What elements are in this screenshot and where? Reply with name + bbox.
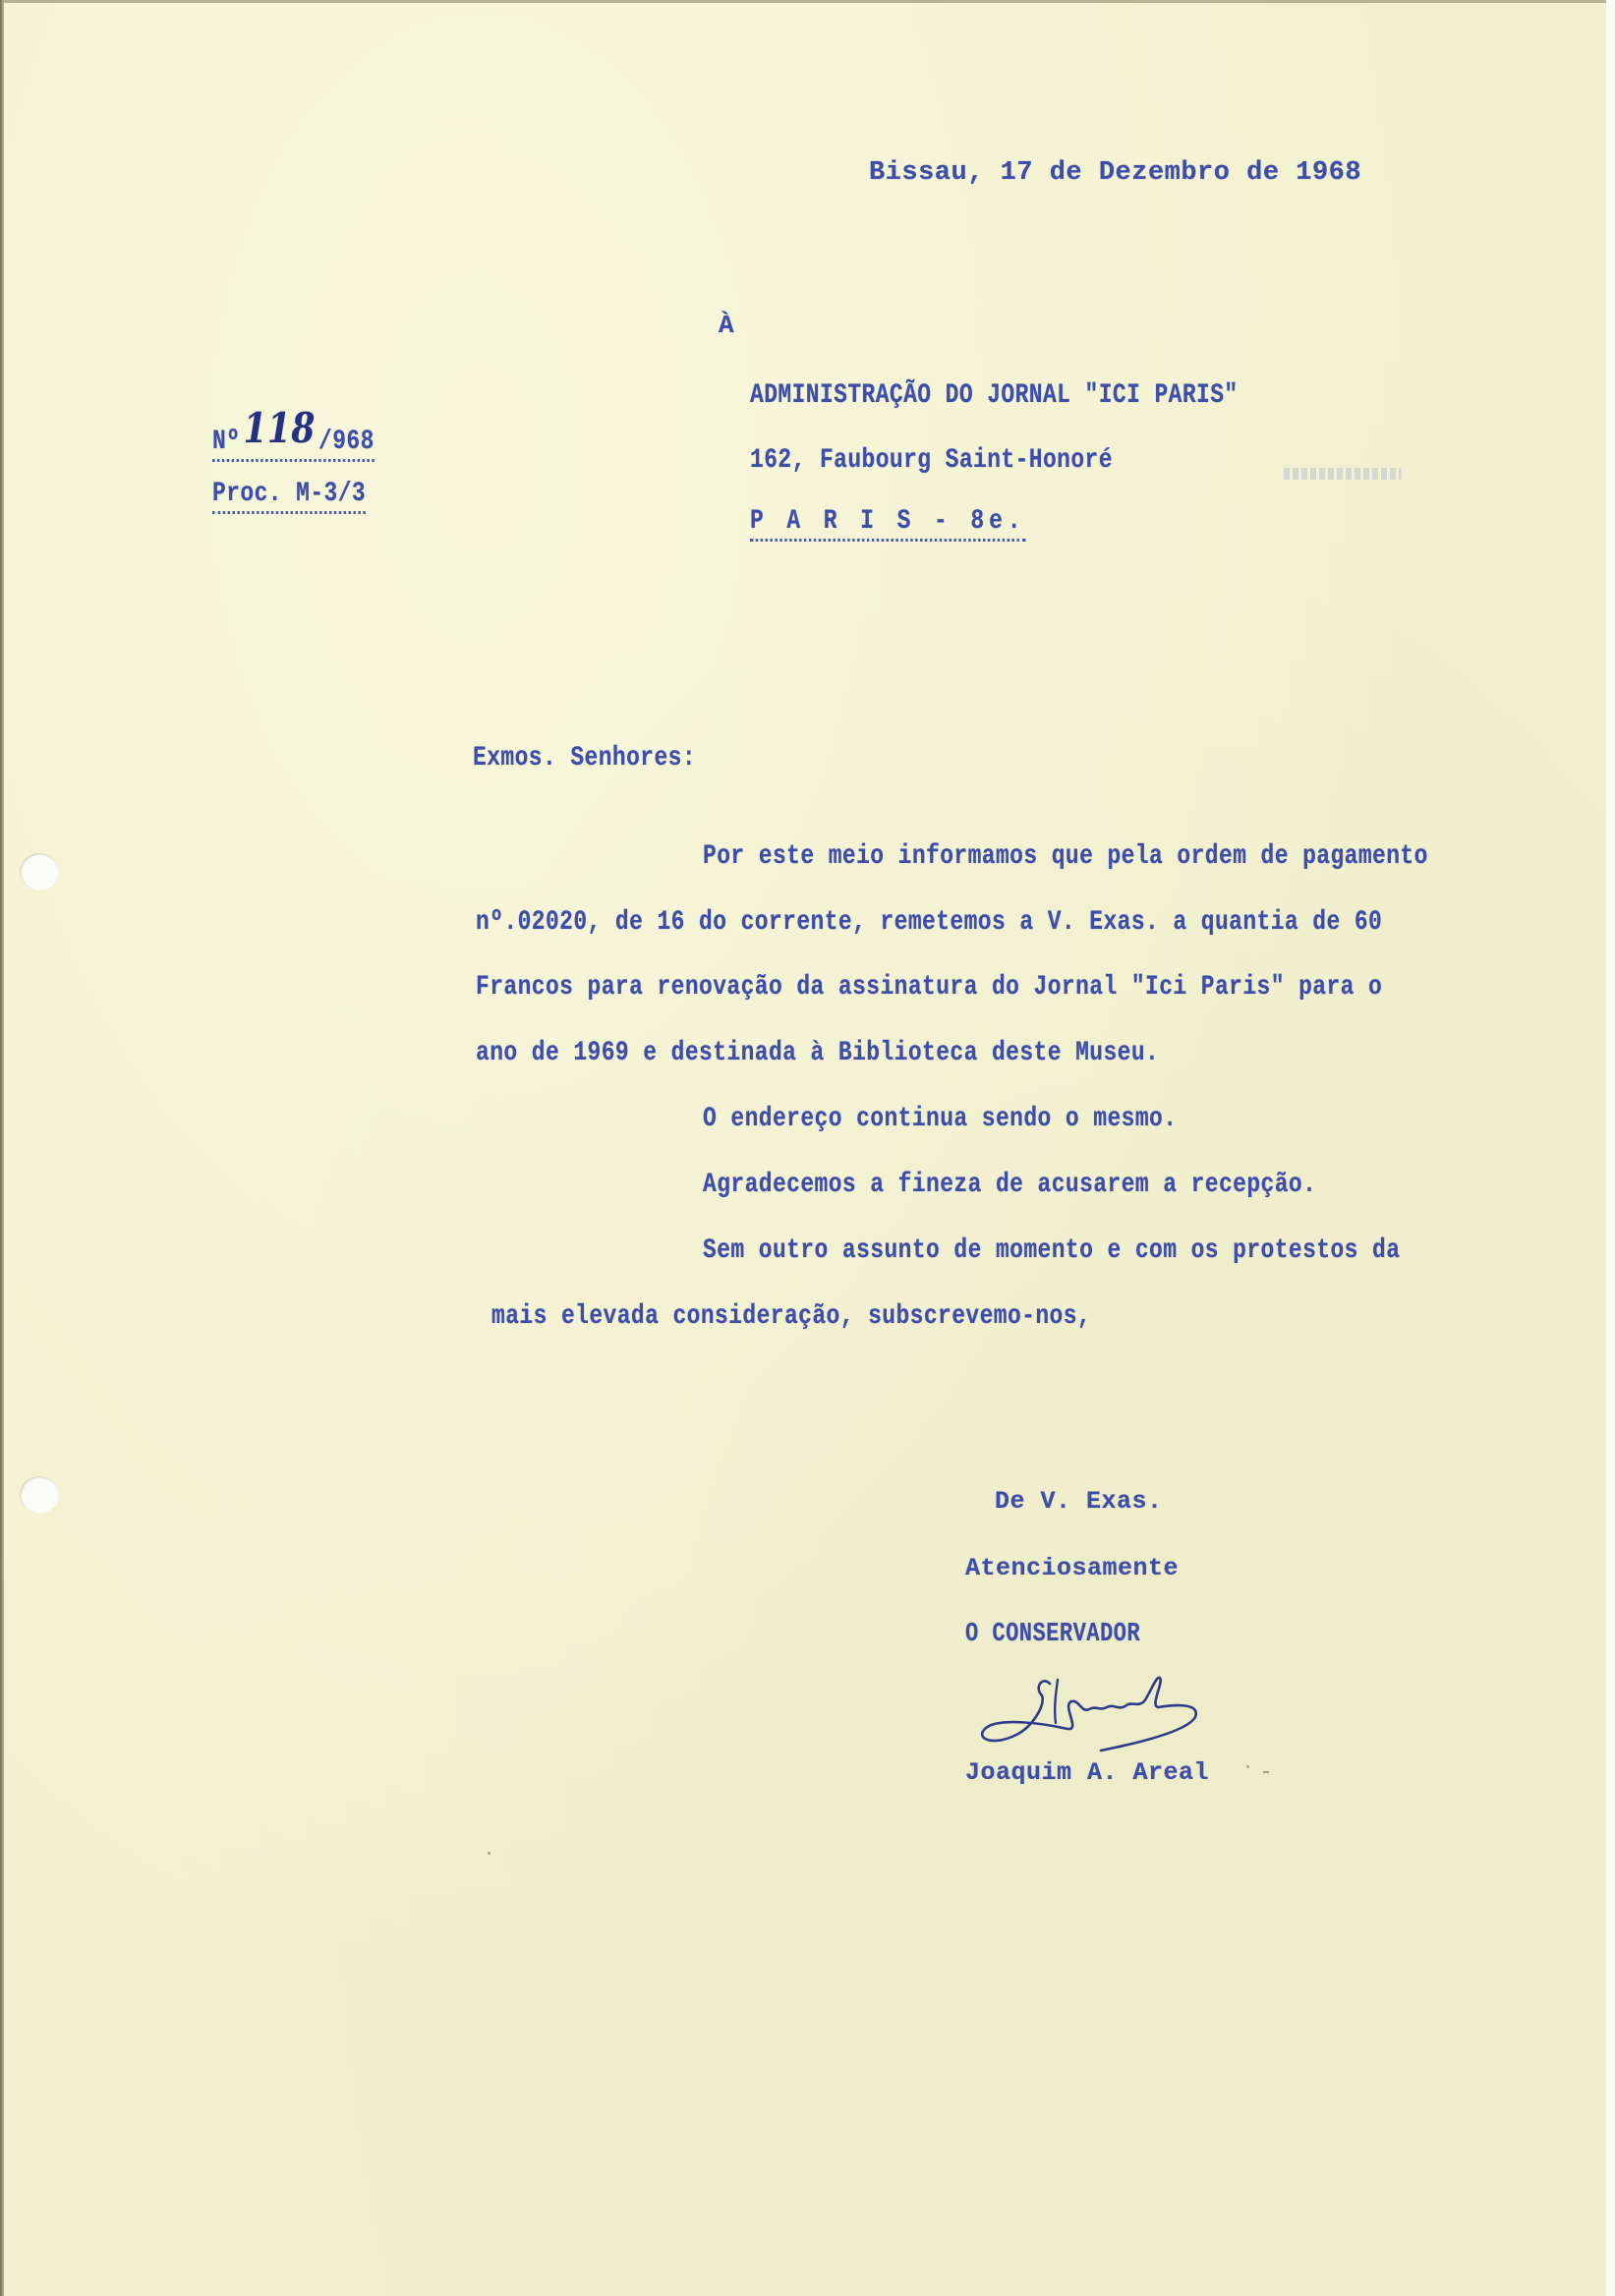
reference-number-handwritten: 118	[243, 404, 316, 452]
punch-hole-icon	[20, 853, 59, 890]
body-line: ano de 1969 e destinada à Biblioteca deste Museu.	[476, 1038, 1160, 1068]
dateline: Bissau, 17 de Dezembro de 1968	[869, 158, 1362, 188]
body-line: nº.02020, de 16 do corrente, remetemos a V. Exas. a quantia de 60	[476, 907, 1383, 938]
reference-number-suffix: /968	[318, 427, 375, 457]
recipient-name: ADMINISTRAÇÃO DO JORNAL "ICI PARIS"	[750, 380, 1239, 411]
paper-left-edge	[0, 0, 4, 2296]
closing-line: De V. Exas.	[995, 1487, 1163, 1516]
closing-title: O CONSERVADOR	[965, 1620, 1141, 1649]
body-line: mais elevada consideração, subscrevemo-nos,	[491, 1301, 1092, 1332]
closing-line: Atenciosamente	[965, 1554, 1180, 1582]
faint-stamp-mark	[1284, 468, 1402, 480]
signature-icon	[973, 1666, 1248, 1754]
body-line: Por este meio informamos que pela ordem de pagamento	[703, 841, 1428, 872]
scan-right-margin	[1606, 0, 1615, 2296]
paper-speck	[488, 1852, 490, 1855]
recipient-city: P A R I S - 8e.	[750, 508, 1025, 542]
body-line: Agradecemos a fineza de acusarem a recepção.	[703, 1170, 1317, 1200]
paper-speck	[1263, 1771, 1269, 1773]
punch-hole-icon	[20, 1476, 59, 1514]
body-line: Sem outro assunto de momento e com os protestos da	[703, 1235, 1401, 1266]
signatory-name: Joaquim A. Areal	[965, 1758, 1210, 1787]
salutation-to: À	[719, 311, 735, 340]
reference-number-prefix: Nº	[212, 427, 241, 457]
paper-speck	[1246, 1765, 1249, 1768]
greeting: Exmos. Senhores:	[473, 743, 697, 774]
body-line: Francos para renovação da assinatura do Jornal "Ici Paris" para o	[476, 972, 1383, 1003]
body-line: O endereço continua sendo o mesmo.	[703, 1104, 1178, 1134]
paper-top-edge	[0, 0, 1606, 3]
recipient-address: 162, Faubourg Saint-Honoré	[750, 445, 1113, 476]
process-reference: Proc. M-3/3	[212, 481, 366, 514]
reference-number	[212, 404, 375, 462]
